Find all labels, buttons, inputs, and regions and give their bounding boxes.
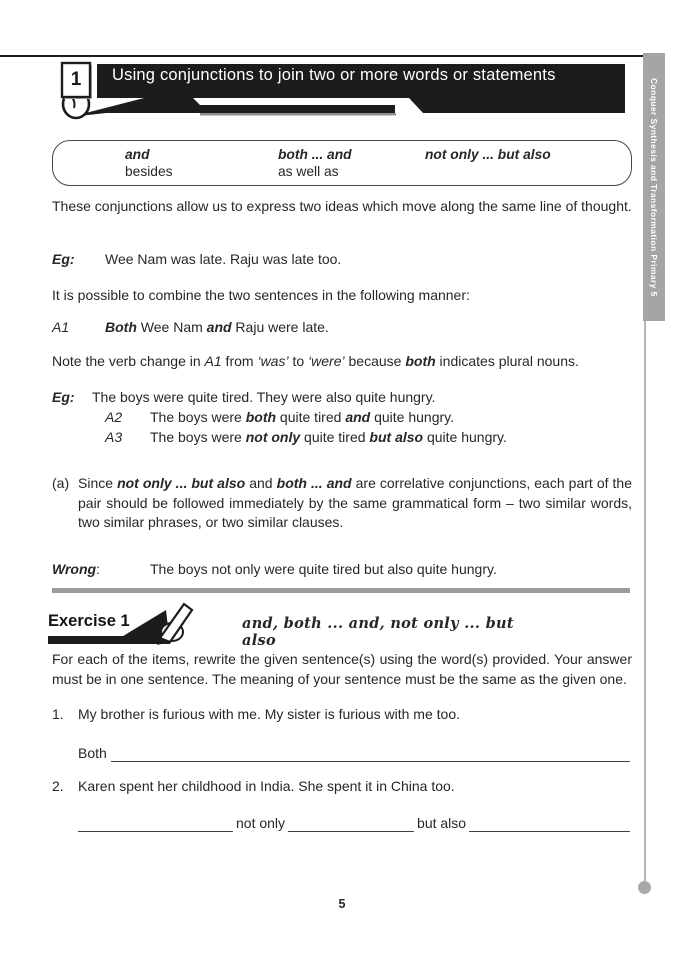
page-number: 5 <box>338 897 346 911</box>
exercise-hint: and, both ... and, not only ... but also <box>242 615 514 649</box>
section-divider <box>52 588 630 593</box>
example-text: The boys were quite tired. They were also quite hungry. <box>92 389 436 405</box>
item-text: Karen spent her childhood in India. She spent it in China too. <box>78 778 455 794</box>
wrong-label: Wrong: <box>52 561 100 577</box>
answer-label: A3 <box>105 429 123 445</box>
item-2-row <box>52 777 632 797</box>
answer-label: A1 <box>52 319 70 335</box>
conjunction-column-3 <box>425 146 551 163</box>
exercise-instructions: For each of the items, rewrite the given sentence(s) using the word(s) provided. Your answer must be in one sentence. The meaning of your sentence must be the same as the given one. <box>52 651 632 687</box>
answer-blank <box>288 815 414 832</box>
chapter-title: Using conjunctions to join two or more words or statements <box>112 66 556 84</box>
item-1-answer-line <box>78 744 630 762</box>
answer-label: A2 <box>105 409 123 425</box>
answer-blank <box>469 815 630 832</box>
exercise-title: Exercise 1 <box>48 612 130 630</box>
answer-a3-row <box>52 428 632 448</box>
answer-text: The boys were not only quite tired but also quite hungry. <box>150 429 507 445</box>
point-a-row <box>52 474 632 533</box>
answer-a1-row <box>52 318 632 338</box>
point-a-text: Since not only ... but also and both ... and are correlative conjunctions, each part of the pair should be followed immediately by the same grammatical form – two similar words, two similar phrases, or two similar clauses. <box>78 475 632 530</box>
conjunction-summary-box <box>52 140 632 186</box>
item-2-answer-line <box>78 814 630 832</box>
answer-mid-1: not only <box>236 815 286 831</box>
item-number: 2. <box>52 778 64 794</box>
side-vertical-line <box>644 321 646 882</box>
answer-a2-row <box>52 408 632 428</box>
item-text: My brother is furious with me. My sister is furious with me too. <box>78 706 460 722</box>
conjunction-sub: as well as <box>278 164 339 179</box>
conjunction-main: not only ... but also <box>425 147 551 162</box>
point-a-label: (a) <box>52 475 70 491</box>
answer-text: The boys were both quite tired and quite hungry. <box>150 409 454 425</box>
item-number: 1. <box>52 706 64 722</box>
answer-blank <box>111 745 630 762</box>
swoosh-shadow <box>200 113 396 116</box>
wrong-text: The boys not only were quite tired but also quite hungry. <box>150 561 497 577</box>
verb-note: Note the verb change in A1 from ‘was’ to ‘were’ because both indicates plural nouns. <box>52 353 579 369</box>
item-1-row <box>52 705 632 725</box>
conjunction-column-1 <box>125 146 173 180</box>
conjunction-column-2 <box>278 146 352 180</box>
example-text: Wee Nam was late. Raju was late too. <box>105 251 342 267</box>
answer-blank <box>78 815 233 832</box>
combine-note: It is possible to combine the two sentences in the following manner: <box>52 287 470 303</box>
example-label: Eg: <box>52 389 75 405</box>
wrong-row <box>52 560 632 580</box>
answer-prefix: Both <box>78 745 107 761</box>
chapter-number: 1 <box>70 69 82 90</box>
sidebar-tab-label: Conquer Synthesis and Transformation Primary 5 <box>649 77 659 297</box>
example-1-row <box>52 250 632 270</box>
conjunction-sub: besides <box>125 164 173 179</box>
side-dot <box>638 881 651 894</box>
intro-paragraph: These conjunctions allow us to express two ideas which move along the same line of thought. <box>52 198 632 214</box>
conjunction-main: both ... and <box>278 147 352 162</box>
conjunction-main: and <box>125 147 150 162</box>
banner-lower-right <box>409 98 625 113</box>
example-label: Eg: <box>52 251 75 267</box>
example-2-row <box>52 388 632 408</box>
answer-mid-2: but also <box>417 815 467 831</box>
answer-text: Both Wee Nam and Raju were late. <box>105 319 329 335</box>
